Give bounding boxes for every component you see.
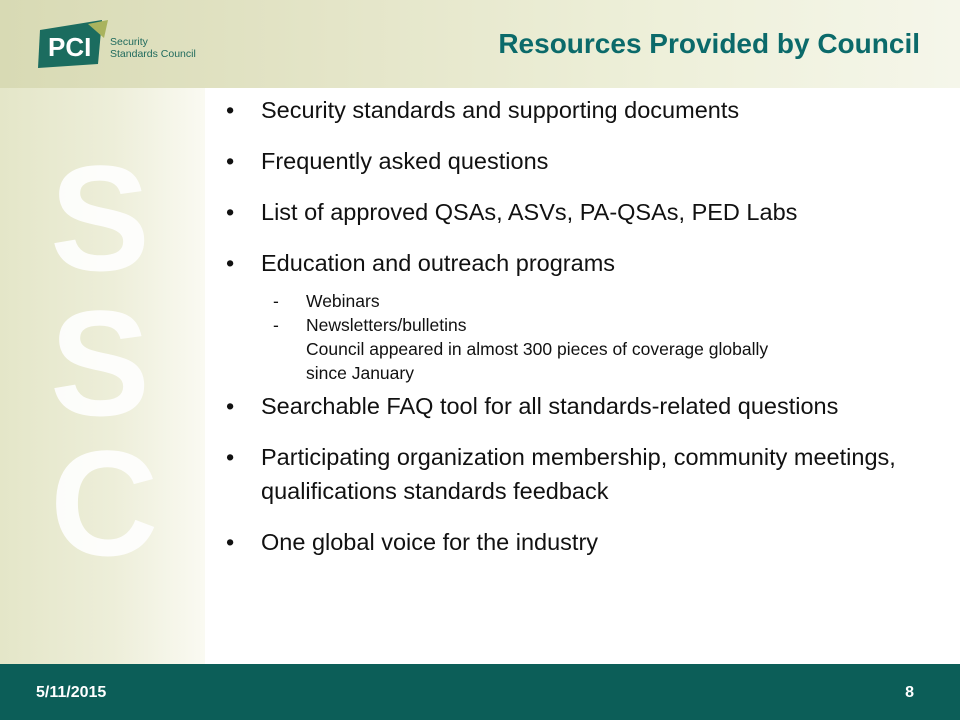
bullet-dot: • xyxy=(226,393,235,419)
watermark-s-1: S xyxy=(50,150,151,302)
logo-text xyxy=(110,36,196,60)
bullet-dot: • xyxy=(226,199,235,225)
bullet-text: Education and outreach programs xyxy=(261,250,616,276)
bullet-dot: • xyxy=(226,97,235,123)
logo-mark: PCI xyxy=(48,32,92,62)
ssc-watermark xyxy=(50,150,170,570)
slide-title: Resources Provided by Council xyxy=(498,28,920,59)
sub-note xyxy=(226,337,786,385)
bullet-list xyxy=(226,93,926,559)
page-number: 8 xyxy=(905,684,914,701)
bullet-text: Searchable FAQ tool for all standards-related questions xyxy=(261,393,839,419)
bullet-item xyxy=(226,525,926,559)
sub-text: Newsletters/bulletins xyxy=(306,315,467,335)
logo-line-2: Standards Council xyxy=(110,48,196,60)
bullet-item xyxy=(226,246,926,280)
footer-date: 5/11/2015 xyxy=(36,684,107,701)
logo-line-1: Security xyxy=(110,36,148,48)
bullet-text: Frequently asked questions xyxy=(261,148,549,174)
watermark-c: C xyxy=(50,419,159,570)
bullet-text: List of approved QSAs, ASVs, PA-QSAs, PED Labs xyxy=(261,199,798,225)
bullet-dot: • xyxy=(226,529,235,555)
bullet-item xyxy=(226,93,926,127)
sub-text: Council appeared in almost 300 pieces of coverage globally since January xyxy=(306,339,769,383)
sub-text: Webinars xyxy=(306,291,380,311)
bullet-dot: • xyxy=(226,250,235,276)
bullet-item xyxy=(226,389,901,423)
bullet-dot: • xyxy=(226,444,235,470)
footer-bar xyxy=(0,664,960,720)
bullet-item xyxy=(226,195,841,229)
bullet-dot: • xyxy=(226,148,235,174)
watermark-s-2: S xyxy=(50,279,151,447)
sub-dash: - xyxy=(273,315,279,335)
sub-dash: - xyxy=(273,291,279,311)
bullet-item xyxy=(226,440,960,508)
bullet-text: Security standards and supporting documents xyxy=(261,97,740,123)
bullet-text: One global voice for the industry xyxy=(261,529,599,555)
sub-item xyxy=(226,313,926,337)
bullet-text: Participating organization membership, community meetings, qualifications standards feedback xyxy=(261,444,896,504)
sub-item xyxy=(226,289,926,313)
bullet-item xyxy=(226,144,926,178)
